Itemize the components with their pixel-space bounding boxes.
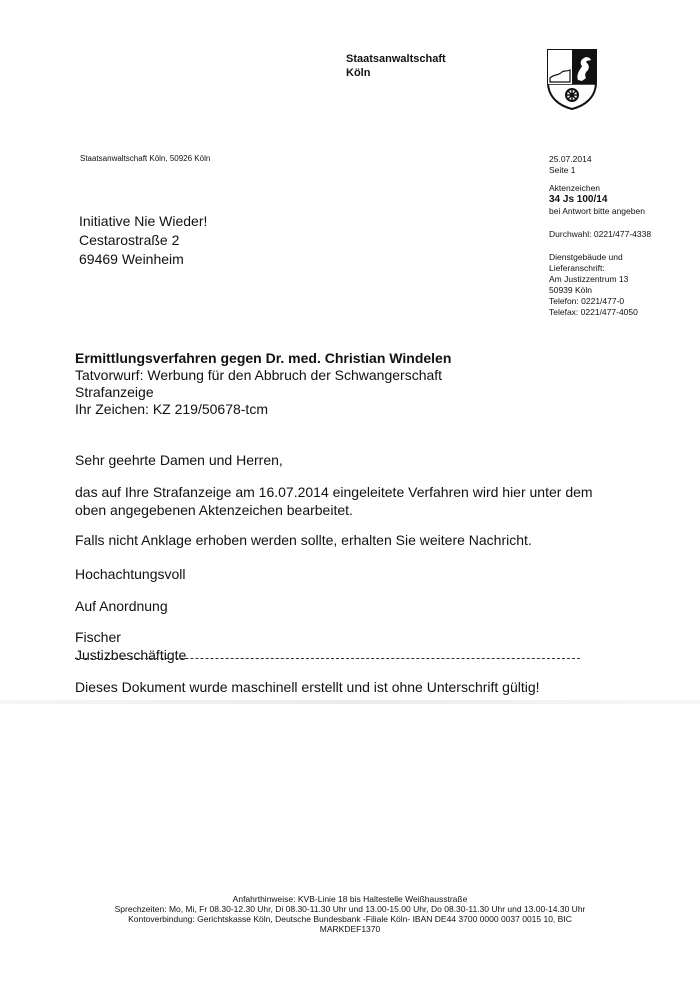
authority-line-1: Staatsanwaltschaft bbox=[346, 53, 446, 65]
file-number: 34 Js 100/14 bbox=[549, 194, 608, 205]
footer-bank-details: Kontoverbindung: Gerichtskasse Köln, Deutsche Bundesbank -Filiale Köln- IBAN DE44 3700 0000 0037 0015 10, BIC bbox=[128, 914, 572, 924]
file-number-note: bei Antwort bitte angeben bbox=[549, 206, 645, 216]
coat-of-arms-icon bbox=[546, 48, 598, 110]
building-city: 50939 Köln bbox=[549, 285, 593, 295]
subject-type: Strafanzeige bbox=[75, 384, 154, 400]
subject-block bbox=[75, 350, 451, 418]
paragraph-2: Falls nicht Anklage erhoben werden sollte, erhalten Sie weitere Nachricht. bbox=[75, 532, 532, 548]
authority-name bbox=[346, 52, 446, 80]
recipient-address bbox=[79, 212, 207, 269]
subject-your-ref: Ihr Zeichen: KZ 219/50678-tcm bbox=[75, 401, 268, 417]
divider bbox=[75, 658, 580, 659]
recipient-name: Initiative Nie Wieder! bbox=[79, 213, 208, 229]
paper-fold-shadow bbox=[0, 700, 700, 704]
signer-title: Justizbeschäftigte bbox=[75, 647, 187, 663]
document-meta bbox=[549, 154, 651, 318]
footer bbox=[0, 894, 700, 934]
file-number-label: Aktenzeichen bbox=[549, 183, 601, 193]
closing: Hochachtungsvoll bbox=[75, 566, 186, 582]
machine-notice: Dieses Dokument wurde maschinell erstellt und ist ohne Unterschrift gültig! bbox=[75, 679, 540, 695]
authority-line-2: Köln bbox=[346, 67, 371, 79]
order-note: Auf Anordnung bbox=[75, 598, 168, 614]
paragraph-1-line-2: oben angegebenen Aktenzeichen bearbeitet. bbox=[75, 502, 353, 518]
sender-return-address: Staatsanwaltschaft Köln, 50926 Köln bbox=[80, 154, 211, 163]
recipient-city: 69469 Weinheim bbox=[79, 251, 184, 267]
footer-directions: Anfahrthinweise: KVB-Linie 18 bis Haltestelle Weißhausstraße bbox=[232, 894, 468, 904]
fax: Telefax: 0221/477-4050 bbox=[549, 307, 638, 317]
building-street: Am Justizzentrum 13 bbox=[549, 274, 629, 284]
footer-office-hours: Sprechzeiten: Mo, Mi, Fr 08.30-12.30 Uhr, Di 08.30-11.30 Uhr und 13.00-15.00 Uhr, Do 08.30-11.30 Uhr und 13.00-14.30 Uhr bbox=[114, 904, 586, 914]
footer-bic: MARKDEF1370 bbox=[319, 924, 381, 934]
direct-dial: Durchwahl: 0221/477-4338 bbox=[549, 229, 652, 239]
paragraph-1-line-1: das auf Ihre Strafanzeige am 16.07.2014 eingeleitete Verfahren wird hier unter dem bbox=[75, 484, 593, 500]
subject-charge: Tatvorwurf: Werbung für den Abbruch der Schwangerschaft bbox=[75, 367, 443, 383]
phone: Telefon: 0221/477-0 bbox=[549, 296, 625, 306]
recipient-street: Cestarostraße 2 bbox=[79, 232, 180, 248]
salutation: Sehr geehrte Damen und Herren, bbox=[75, 452, 283, 468]
subject-title: Ermittlungsverfahren gegen Dr. med. Christian Windelen bbox=[75, 350, 452, 366]
building-label-2: Lieferanschrift: bbox=[549, 263, 605, 273]
letter-date: 25.07.2014 bbox=[549, 154, 592, 164]
page-number: Seite 1 bbox=[549, 165, 576, 175]
paragraph-1 bbox=[75, 483, 593, 519]
building-label-1: Dienstgebäude und bbox=[549, 252, 623, 262]
signer-name: Fischer bbox=[75, 629, 121, 645]
